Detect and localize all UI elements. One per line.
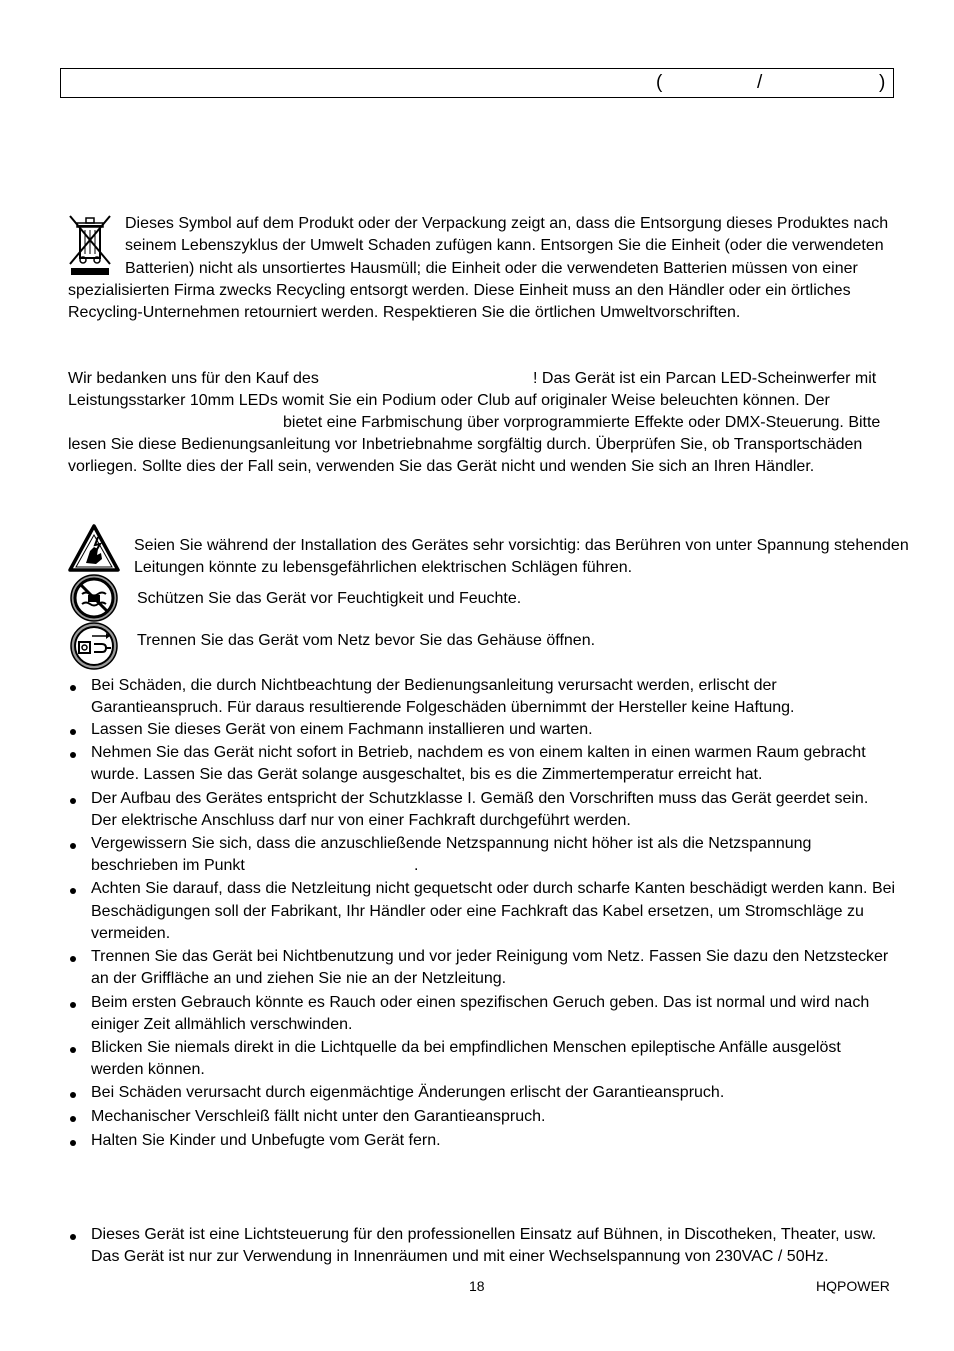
disposal-text-line: Recycling-Unternehmen retourniert werden. Respektieren Sie die örtlichen Umweltvorschriften. (68, 304, 741, 321)
list-item: werden können. (91, 1061, 205, 1078)
bullet-dot (70, 888, 76, 894)
list-item: Vergewissern Sie sich, dass die anzuschließende Netzspannung nicht höher ist als die Netzspannung (91, 835, 812, 852)
list-item: Achten Sie darauf, dass die Netzleitung nicht gequetscht oder durch scharfe Kanten beschädigt werden kann. Bei (91, 880, 896, 897)
header-title-box (60, 68, 894, 98)
protect-from-moisture-icon (68, 574, 120, 622)
footer-brand: HQPOWER (816, 1278, 890, 1294)
intro-text-line: ! Das Gerät ist ein Parcan LED-Scheinwerfer mit (533, 370, 877, 387)
list-item: Bei Schäden, die durch Nichtbeachtung der Bedienungsanleitung verursacht werden, erlischt der (91, 677, 777, 694)
electric-shock-warning-icon (68, 523, 120, 573)
intro-text-line: lesen Sie diese Bedienungsanleitung vor Inbetriebnahme sorgfältig durch. Überprüfen Sie, ob Transportschäden (68, 436, 863, 453)
list-item: beschrieben im Punkt (91, 857, 245, 874)
disposal-text-line: Dieses Symbol auf dem Produkt oder der Verpackung zeigt an, dass die Entsorgung dieses Produktes nach (125, 215, 889, 232)
intro-text-line: vorliegen. Sollte dies der Fall sein, verwenden Sie das Gerät nicht und wenden Sie sich an Ihren Händler. (68, 458, 815, 475)
list-item: Der Aufbau des Gerätes entspricht der Schutzklasse I. Gemäß den Vorschriften muss das Gerät geerdet sein. (91, 790, 869, 807)
bullet-dot (70, 1234, 76, 1240)
bullet-dot (70, 1047, 76, 1053)
bullet-dot (70, 1002, 76, 1008)
bullet-dot (70, 1140, 76, 1146)
list-item: Das Gerät ist nur zur Verwendung in Innenräumen und mit einer Wechselspannung von 230VAC / 50Hz. (91, 1248, 829, 1265)
list-item: Garantieanspruch. Für daraus resultierende Folgeschäden übernimmt der Hersteller keine Haftung. (91, 699, 795, 716)
page-number: 18 (469, 1278, 485, 1294)
list-item: Beschädigungen soll der Fabrikant, Ihr Händler oder eine Fachkraft das Kabel ersetzen, um Stromschläge zu (91, 903, 864, 920)
warning-text-line: Trennen Sie das Gerät vom Netz bevor Sie das Gehäuse öffnen. (137, 632, 596, 649)
list-item: Blicken Sie niemals direkt in die Lichtquelle da bei empfindlichen Menschen epileptische Anfälle ausgelöst (91, 1039, 841, 1056)
bullet-dot (70, 729, 76, 735)
disposal-text-line: seinem Lebenszyklus der Umwelt Schaden zufügen kann. Entsorgen Sie die Einheit (oder die verwendeten (125, 237, 884, 254)
list-item: vermeiden. (91, 925, 171, 942)
list-item: Beim ersten Gebrauch könnte es Rauch oder einen spezifischen Geruch geben. Das ist normal und wird nach (91, 994, 870, 1011)
list-item: an der Griffläche an und ziehen Sie nie an der Netzleitung. (91, 970, 507, 987)
bullet-dot (70, 1092, 76, 1098)
header-open-paren: ( (656, 72, 663, 93)
list-item: Lassen Sie dieses Gerät von einem Fachmann installieren und warten. (91, 721, 593, 738)
list-item: einiger Zeit allmählich verschwinden. (91, 1016, 353, 1033)
bullet-dot (70, 752, 76, 758)
list-item: Mechanischer Verschleiß fällt nicht unter den Garantieanspruch. (91, 1108, 546, 1125)
list-item: . (414, 857, 419, 874)
unplug-before-opening-icon (68, 622, 120, 670)
list-item: Halten Sie Kinder und Unbefugte vom Gerät fern. (91, 1132, 441, 1149)
list-item: Trennen Sie das Gerät bei Nichtbenutzung und vor jeder Reinigung vom Netz. Fassen Sie dazu den Netzstecker (91, 948, 889, 965)
bullet-dot (70, 956, 76, 962)
bullet-dot (70, 1116, 76, 1122)
list-item: wurde. Lassen Sie das Gerät solange ausgeschaltet, bis es die Zimmertemperatur erreicht hat. (91, 766, 763, 783)
intro-text-line: Wir bedanken uns für den Kauf des (68, 370, 319, 387)
disposal-text-line: Batterien) nicht als unsortiertes Hausmüll; die Einheit oder die verwendeten Batterien müssen von einer (125, 260, 858, 277)
list-item: Dieses Gerät ist eine Lichtsteuerung für den professionellen Einsatz auf Bühnen, in Discotheken, Theater, usw. (91, 1226, 877, 1243)
list-item: Nehmen Sie das Gerät nicht sofort in Betrieb, nachdem es von einem kalten in einen warmen Raum gebracht (91, 744, 866, 761)
warning-text-line: Seien Sie während der Installation des Gerätes sehr vorsichtig: das Berühren von unter Spannung stehenden (134, 537, 909, 554)
disposal-text-line: spezialisierten Firma zwecks Recycling entsorgt werden. Diese Einheit muss an den Händler oder ein örtliches (68, 282, 851, 299)
header-close-paren: ) (879, 72, 886, 93)
header-slash: / (757, 72, 763, 93)
weee-crossed-bin-icon (68, 212, 114, 278)
list-item: Bei Schäden verursacht durch eigenmächtige Änderungen erlischt der Garantieanspruch. (91, 1084, 725, 1101)
bullet-dot (70, 685, 76, 691)
bullet-dot (70, 843, 76, 849)
list-item: Der elektrische Anschluss darf nur von einer Fachkraft durchgeführt werden. (91, 812, 631, 829)
intro-text-line: bietet eine Farbmischung über vorprogrammierte Effekte oder DMX-Steuerung. Bitte (283, 414, 881, 431)
warning-text-line: Schützen Sie das Gerät vor Feuchtigkeit und Feuchte. (137, 590, 522, 607)
warning-text-line: Leitungen könnte zu lebensgefährlichen elektrischen Schlägen führen. (134, 559, 633, 576)
bullet-dot (70, 798, 76, 804)
intro-text-line: Leistungsstarker 10mm LEDs womit Sie ein Podium oder Club auf originaler Weise beleuchten können. Der (68, 392, 830, 409)
